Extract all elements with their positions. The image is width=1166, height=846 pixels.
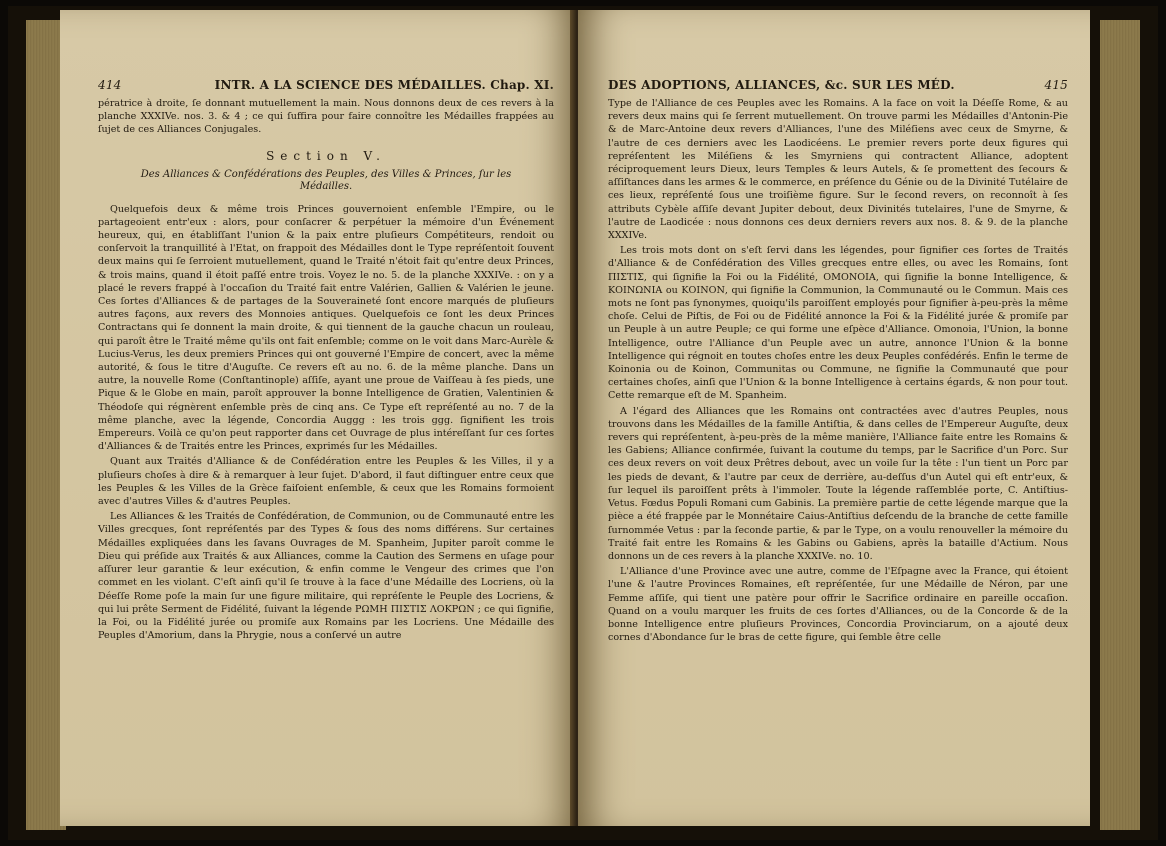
- paragraph: Type de l'Alliance de ces Peuples avec les Romains. A la face on voit la Déeſſe Rome, & au revers deux mains qui ſe ſerrent mutuellement. On trouve parmi les Médailles d'Antonin-Pie & de Marc-Antoine deux revers d'Alliances, l'une des Miléſiens avec ceux de Smyrne, & l'autre de ces derniers avec les Laodicéens. Le premier revers porte deux figures qui repréſentent les Miléſiens & les Smyrniens qui contractent Alliance, adoptent réciproquement leurs Dieux, leurs Temples & leurs Autels, & ſe promettent des ſecours & aſſiſtances dans les armes & le commerce, en préſence du Génie ou de la Divinité Tutélaire de ces lieux, repréſenté ſous une troiſième figure. Sur le ſecond revers, on reconnoît à ſes attributs Cybèle aſſiſe devant Jupiter debout, deux Divinités tutelaires, l'une de Smyrne, & l'autre de Laodicée : nous donnons ces deux derniers revers aux nos. 8. & 9. de la planche XXXIVe.: [608, 98, 1068, 242]
- page-number: 414: [98, 78, 122, 92]
- running-title: INTR. A LA SCIENCE DES MÉDAILLES. Chap. XI.: [214, 78, 554, 92]
- left-running-header: [98, 78, 554, 92]
- right-page-content: [608, 78, 1068, 646]
- right-running-header: [608, 78, 1068, 92]
- paragraph: A l'égard des Alliances que les Romains ont contractées avec d'autres Peuples, nous trouvons dans les Médailles de la famille Antiſtia, & dans celles de l'Empereur Auguſte, deux revers qui repréſentent, à-peu-près de la même manière, l'Alliance faite entre les Romains & les Gabiens; Alliance confirmée, ſuivant la coutume du temps, par le Sacrifice d'un Porc. Sur ces deux revers on voit deux Prêtres debout, avec un voile ſur la tête : l'un tient un Porc par les pieds de devant, & l'autre par ceux de derrière, au-deſſus d'un Autel qui eſt entr'eux, & ſur lequel ils paroiſſent prêts à l'immoler. Toute la légende raſſemblée porte, C. Antiſtius-Vetus. Fœdus Populi Romani cum Gabinis. La première partie de cette légende marque que la pièce a été frappée par le Monnétaire Caius-Antiſtius deſcendu de la branche de cette famille ſurnommée Vetus : par la ſeconde partie, & par le Type, on a voulu renouveller la mémoire du Traité fait entre les Romains & les Gabins ou Gabiens, après la bataille d'Actium. Nous donnons un de ces revers à la planche XXXIVe. no. 10.: [608, 405, 1068, 562]
- paragraph: Les Alliances & les Traités de Confédération, de Communion, ou de Communauté entre les Villes grecques, ſont repréſentés par des Types & ſous des noms différens. Sur certaines Médailles expliquées dans les ſavans Ouvrages de M. Spanheim, Jupiter paroît comme le Dieu qui préſide aux Traités & aux Alliances, comme la Caution des Sermens en uſage pour aſſurer leur garantie & leur exécution, & enfin comme le Vengeur des crimes que l'on commet en les violant. C'eſt ainſi qu'il ſe trouve à la face d'une Médaille des Locriens, où la Déeſſe Rome poſe la main ſur une figure militaire, qui repréſente le Peuple des Locriens, & qui lui prête Serment de Fidélité, ſuivant la légende ΡΩΜΗ ΠΙΣΤΙΣ ΛΟΚΡΩΝ ; ce qui ſignifie, la Foi, ou la Fidélité jurée ou promiſe aux Romains par les Locriens. Une Médaille des Peuples d'Amorium, dans la Phrygie, nous a conſervé un autre: [98, 511, 554, 642]
- paragraph: L'Alliance d'une Province avec une autre, comme de l'Eſpagne avec la France, qui étoient l'une & l'autre Provinces Romaines, eſt repréſentée, ſur une Médaille de Néron, par une Femme aſſiſe, qui tient une patère pour offrir le Sacrifice ordinaire en pareille occaſion. Quand on a voulu marquer les fruits de ces ſortes d'Alliances, ou de la Concorde & de la bonne Intelligence entre pluſieurs Provinces, Concordia Provinciarum, on a ajouté deux cornes d'Abondance ſur le bras de cette figure, qui ſemble être celle: [608, 566, 1068, 644]
- opening-paragraph: pératrice à droite, ſe donnant mutuellement la main. Nous donnons deux de ces revers à la planche XXXIVe. nos. 3. & 4 ; ce qui ſuffira pour faire connoître les Médailles frappées au ſujet de ces Alliances Conjugales.: [98, 98, 554, 136]
- page-number: 415: [1044, 78, 1068, 92]
- paragraph: Les trois mots dont on s'eſt ſervi dans les légendes, pour ſignifier ces ſortes de Traités d'Alliance & de Confédération des Villes grecques entre elles, ou avec les Romains, ſont ΠΙΣΤΙΣ, qui ſignifie la Foi ou la Fidélité, ΟΜΟΝΟΙΑ, qui ſignifie la bonne Intelligence, & ΚΟΙΝΩΝΙΑ ou ΚΟΙΝΟΝ, qui ſignifie la Communion, la Communauté ou le Commun. Mais ces mots ne ſont pas ſynonymes, quoiqu'ils paroiſſent employés pour ſignifier à-peu-près la même choſe. Celui de Piſtis, de Foi ou de Fidélité annonce la Foi & la Fidélité jurée & promiſe par un Peuple à un autre Peuple; ce qui forme une eſpèce d'Alliance. Omonoia, l'Union, la bonne Intelligence, outre l'Alliance d'un Peuple avec un autre, annonce l'Union & la bonne Intelligence qui régnoit en toutes choſes entre les deux Peuples confédérés. Enfin le terme de Koinonia ou de Koinon, Communitas ou Commune, ne ſignifie la Communauté que pour certaines choſes, ainſi que l'Union & la bonne Intelligence à certains égards, & non pour tout. Cette remarque eſt de M. Spanheim.: [608, 245, 1068, 402]
- running-title: DES ADOPTIONS, ALLIANCES, &c. SUR LES MÉD.: [608, 78, 955, 92]
- left-page: [60, 10, 576, 826]
- section-heading: Section V.: [266, 148, 386, 163]
- paragraph: Quant aux Traités d'Alliance & de Confédération entre les Peuples & les Villes, il y a pluſieurs choſes à dire & à remarquer à leur ſujet. D'abord, il faut diſtinguer entre ceux que les Peuples & les Villes de la Grèce faiſoient enſemble, & ceux que les Romains formoient avec d'autres Villes & d'autres Peuples.: [98, 456, 554, 508]
- right-page: [578, 10, 1090, 826]
- page-edges-right: [1100, 20, 1140, 830]
- left-page-content: [98, 78, 554, 644]
- section-subtitle: Des Alliances & Confédérations des Peuples, des Villes & Princes, ſur les Médailles.: [140, 168, 512, 192]
- paragraph: Quelquefois deux & même trois Princes gouvernoient enſemble l'Empire, ou le partageoient entr'eux : alors, pour conſacrer & perpétuer la mémoire d'un Événement heureux, qui, en établiſſant l'union & la paix entre pluſieurs Compétiteurs, rendoit ou conſervoit la tranquillité à l'Etat, on frappoit des Médailles dont le Type repréſentoit ſouvent deux mains qui ſe ſerroient mutuellement, quand le Traité n'étoit fait qu'entre deux Princes, & trois mains, quand il étoit paſſé entre trois. Voyez le no. 5. de la planche XXXIVe. : on y a placé le revers frappé à l'occaſion du Traité fait entre Valérien, Gallien & Valérien le jeune. Ces ſortes d'Alliances & de partages de la Souveraineté ſont encore marqués de pluſieurs autres façons, aux revers des Monnoies antiques. Quelquefois ce ſont les deux Princes Contractans qui ſe donnent la main droite, & qui tiennent de la gauche chacun un rouleau, qui paroît être le Traité même qu'ils ont fait enſemble; comme on le voit dans Marc-Aurèle & Lucius-Verus, les deux premiers Princes qui ont gouverné l'Empire de concert, avec la même autorité, & ſous le titre d'Auguſte. Ce revers eſt au no. 6. de la même planche. Dans un autre, la nouvelle Rome (Conſtantinople) aſſiſe, ayant une proue de Vaiſſeau à ſes pieds, une Pique & le Globe en main, paroît approuver la bonne Intelligence de Gratien, Valentinien & Théodoſe qui régnèrent enſemble près de cinq ans. Ce Type eſt repréſenté au no. 7 de la même planche, avec la légende, Concordia Auggg : les trois ggg. ſignifient les trois Empereurs. Voilà ce qu'on peut rapporter dans cet Ouvrage de plus intéreſſant ſur ces ſortes d'Alliances & de Traités entre les Princes, exprimés ſur les Médailles.: [98, 203, 554, 453]
